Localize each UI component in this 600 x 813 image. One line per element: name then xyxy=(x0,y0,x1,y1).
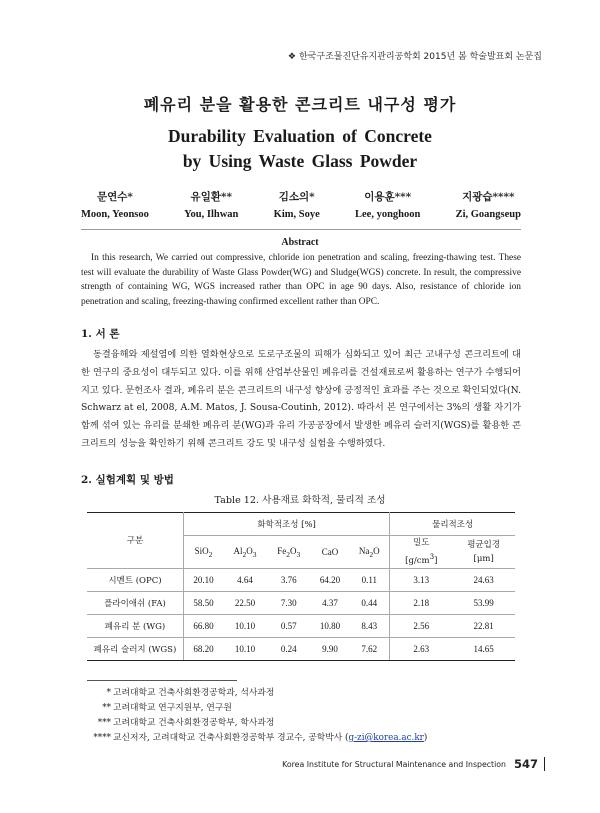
table-cell: 68.20 xyxy=(184,637,224,660)
divider xyxy=(81,229,521,230)
author-list xyxy=(81,189,521,223)
row-label: 폐유리 슬러지 (WGS) xyxy=(87,637,184,660)
author xyxy=(355,189,420,223)
table-cell: 24.63 xyxy=(452,568,515,591)
table-row xyxy=(87,614,515,637)
row-header-label: 구분 xyxy=(87,513,184,569)
author-name-en: You, Ilhwan xyxy=(184,209,239,220)
table-cell: 9.90 xyxy=(311,637,350,660)
table-cell: 14.65 xyxy=(452,637,515,660)
table-cell: 4.37 xyxy=(311,591,350,614)
author-name-en: Lee, yonghoon xyxy=(355,209,421,220)
author-name-ko: 유일환** xyxy=(190,191,232,203)
footnote: *** 고려대학교 건축사회환경공학부, 학사과정 xyxy=(97,718,275,728)
table-cell: 7.30 xyxy=(267,591,311,614)
abstract-text: In this research, We carried out compressive, chloride ion penetration and scaling, freezing-thawing test. These test will evaluate the durability of Waste Glass Powder(WG) and Sludge(WGS) concrete. In result, the compressive strength of containing WG, WGS increased rather than OPC in age 90 days. Also, resistance of chloride ion penetration and scaling, freezing-thawing confirmed excellent rather than OPC. xyxy=(81,253,521,307)
author-name-en: Moon, Yeonsoo xyxy=(81,209,149,220)
section-heading-methods: 2. 실험계획 및 방법 xyxy=(81,474,174,486)
introduction-paragraph: 동결융해와 제설염에 의한 열화현상으로 도로구조물의 피해가 심화되고 있어 최근 고내구성 콘크리트에 대한 연구의 중요성이 대두되고 있다. 이를 위해 산업부산물인 폐유리를 건설재료로써 활용하는 연구가 수행되어지고 있다. 문헌조사 결과, 폐유리 분은 콘크리트의 내구성 향상에 긍정적인 효과를 주는 것으로 확인되었다(N. Schwarz at el, 2008, A.M. Matos, J. Sousa-Coutinh, 2012). 따라서 본 연구에서는 3%의 생활 자기가 함께 섞여 있는 유리를 분쇄한 폐유리 분(WG)과 유리 가공공장에서 발생한 폐유리 슬러지(WGS)를 활용한 콘크리트의 성능을 확인하기 위해 콘크리트 강도 및 내구성 실험을 수행하였다. xyxy=(81,349,521,449)
table-cell: 10.10 xyxy=(223,637,267,660)
table-cell: 0.44 xyxy=(349,591,390,614)
table-cell: 64.20 xyxy=(311,568,350,591)
author-name-en: Zi, Goangseup xyxy=(455,209,521,220)
table-cell: 0.24 xyxy=(267,637,311,660)
table-caption: Table 12. 사용재료 화학적, 물리적 조성 xyxy=(214,495,386,506)
column-header: CaO xyxy=(311,536,350,569)
footnote: **** 교신저자, 고려대학교 건축사회환경공학부 경교수, 공학박사 (g-zi@korea.ac.kr) xyxy=(93,733,428,743)
table-cell: 22.81 xyxy=(452,614,515,637)
table-cell: 2.56 xyxy=(390,614,453,637)
group-header-chemical: 화학적조성 [%] xyxy=(184,513,390,536)
table-cell: 8.43 xyxy=(349,614,390,637)
author xyxy=(456,189,521,223)
section-heading-introduction: 1. 서 론 xyxy=(81,328,120,340)
author xyxy=(274,189,320,223)
page-footer xyxy=(282,757,545,771)
running-header xyxy=(288,49,542,62)
title-english-line1: Durability Evaluation of Concrete xyxy=(168,126,432,146)
footnote-divider xyxy=(87,680,237,681)
table-row xyxy=(87,591,515,614)
table-cell: 0.11 xyxy=(349,568,390,591)
title-english-line2: by Using Waste Glass Powder xyxy=(182,151,418,171)
table-cell: 53.99 xyxy=(452,591,515,614)
table-row xyxy=(87,568,515,591)
table-cell: 58.50 xyxy=(184,591,224,614)
page-number: 547 xyxy=(514,757,545,771)
row-label: 폐유리 분 (WG) xyxy=(87,614,184,637)
footer-text: Korea Institute for Structural Maintenance and Inspection xyxy=(282,759,506,769)
title-korean: 폐유리 분을 활용한 콘크리트 내구성 평가 xyxy=(143,95,457,114)
author xyxy=(81,189,149,223)
table-cell: 3.13 xyxy=(390,568,453,591)
author-name-en: Kim, Soye xyxy=(273,209,320,220)
abstract-title: Abstract xyxy=(281,237,319,248)
table-cell: 3.76 xyxy=(267,568,311,591)
row-label: 플라이애쉬 (FA) xyxy=(87,591,184,614)
author-name-ko: 김소의* xyxy=(278,191,315,203)
table-cell: 22.50 xyxy=(223,591,267,614)
table-cell: 66.80 xyxy=(184,614,224,637)
table-cell: 20.10 xyxy=(184,568,224,591)
author xyxy=(184,189,238,223)
table-cell: 2.63 xyxy=(390,637,453,660)
header-text: 한국구조물진단유지관리공학회 2015년 봄 학술발표회 논문집 xyxy=(298,52,542,62)
author-name-ko: 문연수* xyxy=(96,191,133,203)
column-header: SiO$_2$ xyxy=(184,536,224,569)
column-header: $Fe_2O_3$ xyxy=(267,536,311,569)
column-header: 밀도 $[g/cm^3]$ xyxy=(390,536,453,569)
diamond-bullet-icon: ❖ xyxy=(287,52,296,62)
table-cell: 4.64 xyxy=(223,568,267,591)
author-name-ko: 이용훈*** xyxy=(364,191,412,203)
row-label: 시멘트 (OPC) xyxy=(87,568,184,591)
table-cell: 10.10 xyxy=(223,614,267,637)
table-cell: 7.62 xyxy=(349,637,390,660)
column-header: $Na_2O$ xyxy=(349,536,390,569)
footnote: * 고려대학교 건축사회환경공학과, 석사과정 xyxy=(106,688,275,698)
table-cell: 2.18 xyxy=(390,591,453,614)
email-link[interactable]: g-zi@korea.ac.kr xyxy=(348,733,424,743)
column-header: $Al_2O_3$ xyxy=(223,536,267,569)
column-header: 평균입경 [μm] xyxy=(452,536,515,569)
group-header-physical: 물리적조성 xyxy=(390,513,515,536)
table-row xyxy=(87,637,515,660)
title-english xyxy=(0,124,600,174)
table-cell: 10.80 xyxy=(311,614,350,637)
table-cell: 0.57 xyxy=(267,614,311,637)
footnote: ** 고려대학교 연구지원부, 연구원 xyxy=(102,703,232,713)
author-name-ko: 지광습**** xyxy=(462,191,515,203)
materials-table xyxy=(87,512,515,661)
